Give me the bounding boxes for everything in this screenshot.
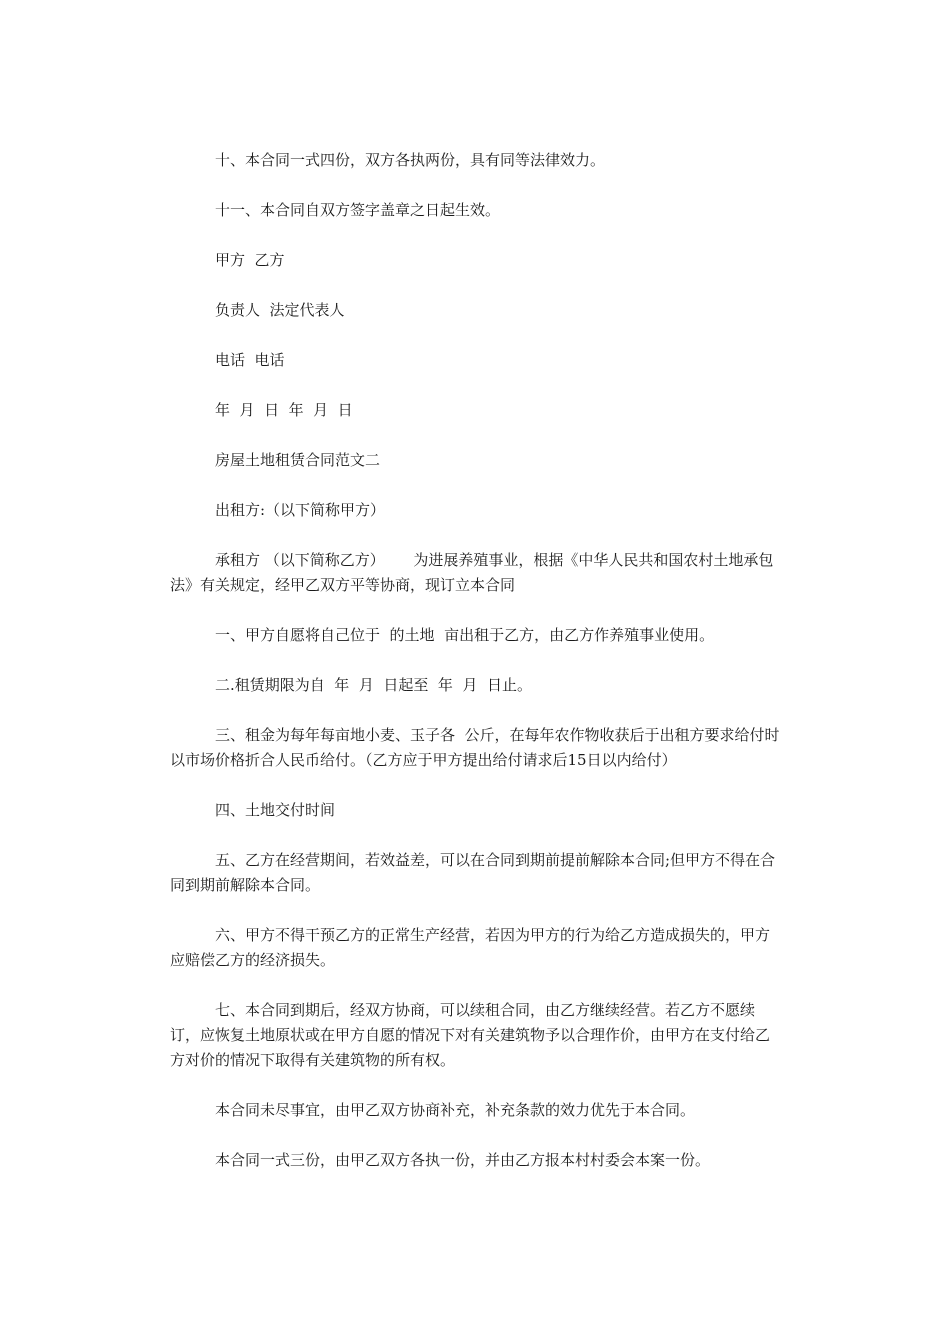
section-title: 房屋土地租赁合同范文二 [215,451,381,469]
copies-clause: 本合同一式三份，由甲乙双方各执一份，并由乙方报本村村委会本案一份。 [215,1151,711,1169]
supplement-clause: 本合同未尽事宜，由甲乙双方协商补充，补充条款的效力优先于本合同。 [215,1101,696,1119]
party-labels: 甲方 乙方 [215,251,285,269]
representative-labels: 负责人 法定代表人 [215,301,345,319]
clause-three: 三、租金为每年每亩地小麦、玉子各 公斤，在每年农作物收获后于出租方要求给付时以市场价格折合人民币给付。（乙方应于甲方提出给付请求后15日以内给付） [170,726,780,769]
clause-six: 六、甲方不得干预乙方的正常生产经营，若因为甲方的行为给乙方造成损失的，甲方应赔偿乙方的经济损失。 [170,926,771,969]
clause-eleven: 十一、本合同自双方签字盖章之日起生效。 [215,201,501,219]
date-labels: 年 月 日 年 月 日 [215,401,353,419]
phone-labels: 电话 电话 [215,351,285,369]
clause-two: 二.租赁期限为自 年 月 日起至 年 月 日止。 [215,676,532,694]
clause-five: 五、乙方在经营期间，若效益差，可以在合同到期前提前解除本合同;但甲方不得在合同到期前解除本合同。 [170,851,776,894]
clause-seven: 七、本合同到期后，经双方协商，可以续租合同，由乙方继续经营。若乙方不愿续订，应恢复土地原状或在甲方自愿的情况下对有关建筑物予以合理作价，由甲方在支付给乙方对价的情况下取得有关建筑物的所有权。 [170,1001,771,1069]
clause-one: 一、甲方自愿将自己位于 的土地 亩出租于乙方，由乙方作养殖事业使用。 [215,626,715,644]
lessee-preamble: 承租方 （以下简称乙方） 为进展养殖事业，根据《中华人民共和国农村土地承包法》有关规定，经甲乙双方平等协商，现订立本合同 [170,551,774,594]
clause-four: 四、土地交付时间 [215,801,336,819]
clause-ten: 十、本合同一式四份，双方各执两份，具有同等法律效力。 [215,151,606,169]
lessor-line: 出租方:（以下简称甲方） [215,501,386,519]
document-body [170,148,782,1173]
